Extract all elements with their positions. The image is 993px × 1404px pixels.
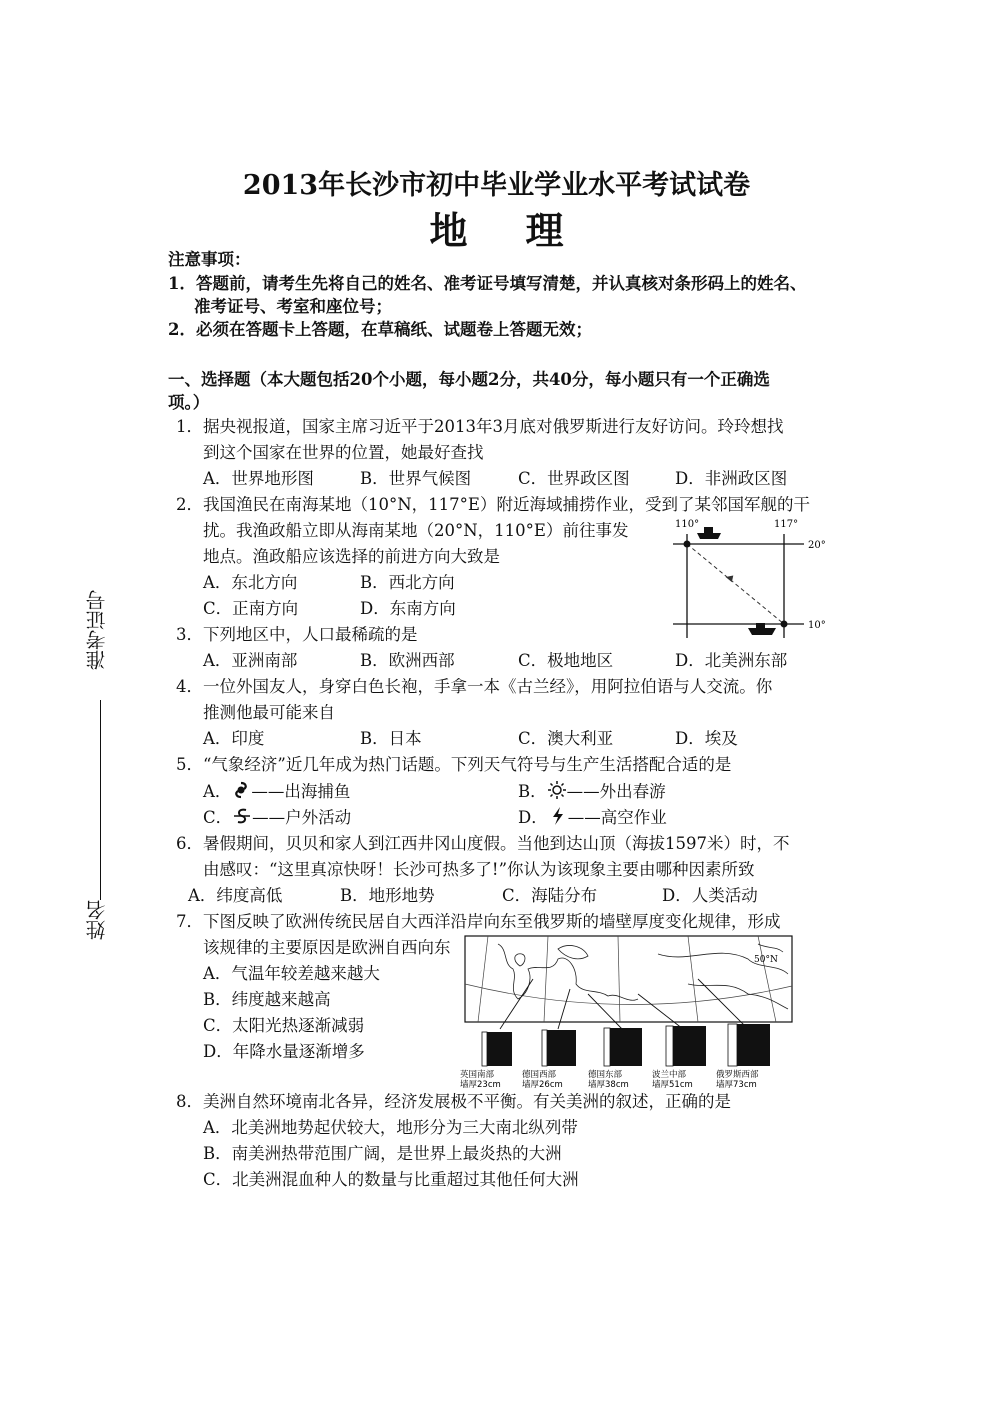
q5-option-a-letter: A． xyxy=(203,782,232,801)
section-heading: 一、选择题（本大题包括20个小题，每小题2分，共40分，每小题只有一个正确选 xyxy=(168,370,770,389)
q7-option-a: A．气温年较差越来越大 xyxy=(203,964,380,983)
q5-option-b xyxy=(518,778,666,802)
q7-europe-wall-figure xyxy=(458,934,798,1094)
wall-poland-central xyxy=(666,1026,706,1066)
q6-option-b: B．地形地势 xyxy=(340,886,435,905)
wall-label-place: 德国东部 xyxy=(588,1070,623,1080)
q8-option-b: B．南美洲热带范围广阔，是世界上最炎热的大洲 xyxy=(203,1144,562,1163)
section-heading-cont: 项。） xyxy=(168,393,210,412)
q7-lat-50-label: 50°N xyxy=(754,955,778,965)
q6-option-d: D．人类活动 xyxy=(662,886,758,905)
wall-russia-west xyxy=(728,1024,770,1066)
subject-title: 地理 xyxy=(429,208,622,253)
wall-label-thickness: 墙厚38cm xyxy=(588,1080,629,1090)
wall-label-thickness: 墙厚23cm xyxy=(460,1080,501,1090)
wall-label-place: 英国南部 xyxy=(460,1070,495,1080)
exam-title: 2013年长沙市初中毕业学业水平考试试卷 xyxy=(242,170,751,201)
q2-option-d: D．东南方向 xyxy=(360,599,456,618)
q6-option-a: A．纬度高低 xyxy=(188,886,283,905)
q6-stem-cont: 由感叹：“这里真凉快呀！长沙可热多了!”你认为该现象主要由哪种因素所致 xyxy=(203,860,755,879)
q2-option-c: C．正南方向 xyxy=(203,599,299,618)
q1-option-d: D．非洲政区图 xyxy=(675,469,788,488)
wall-label-thickness: 墙厚26cm xyxy=(522,1080,563,1090)
notice-heading: 注意事项： xyxy=(168,250,251,269)
q4-stem-cont: 推测他最可能来自 xyxy=(203,703,335,722)
q5-option-c xyxy=(203,804,351,828)
fishery-boat-icon xyxy=(697,527,721,539)
q5-option-a xyxy=(203,778,350,802)
q3-option-d: D．北美洲东部 xyxy=(675,651,788,670)
q8-stem: 8．美洲自然环境南北各异，经济发展极不平衡。有关美洲的叙述，正确的是 xyxy=(176,1092,731,1111)
q5-option-d xyxy=(518,804,667,828)
q2-lon-117-label: 117° xyxy=(774,519,799,530)
wall-label-thickness: 墙厚73cm xyxy=(716,1080,757,1090)
notice-item-2: 2．必须在答题卡上答题，在草稿纸、试题卷上答题无效； xyxy=(168,320,592,339)
q5-option-d-text: ——高空作业 xyxy=(567,808,667,827)
wall-uk-south xyxy=(482,1032,512,1066)
q5-option-d-letter: D． xyxy=(518,808,548,827)
notice-item-1-cont: 准考证号、考室和座位号； xyxy=(194,297,392,316)
q4-option-b: B．日本 xyxy=(360,729,422,748)
wall-label-place: 德国西部 xyxy=(522,1070,557,1080)
q5-option-a-text: ——出海捕鱼 xyxy=(251,782,351,801)
wall-label-thickness: 墙厚51cm xyxy=(652,1080,693,1090)
q1-stem: 1．据央视报道，国家主席习近平于2013年3月底对俄罗斯进行友好访问。玲玲想找 xyxy=(176,417,784,436)
q7-option-c: C．太阳光热逐渐减弱 xyxy=(203,1016,365,1035)
q1-option-a: A．世界地形图 xyxy=(203,469,314,488)
name-label: 姓名 xyxy=(85,900,109,940)
exam-number-line xyxy=(100,700,101,900)
q4-option-d: D．埃及 xyxy=(675,729,738,748)
q5-option-c-letter: C． xyxy=(203,808,233,827)
q5-option-b-text: ——外出春游 xyxy=(566,782,666,801)
q2-stem-cont: 扰。我渔政船立即从海南某地（20°N，110°E）前往事发 xyxy=(203,521,629,540)
q1-stem-cont: 到这个国家在世界的位置，她最好查找 xyxy=(203,443,484,462)
q3-option-b: B．欧洲西部 xyxy=(360,651,455,670)
q7-option-d: D．年降水量逐渐增多 xyxy=(203,1042,365,1061)
q6-option-c: C．海陆分布 xyxy=(502,886,598,905)
wall-germany-west xyxy=(542,1030,576,1066)
q5-option-b-letter: B． xyxy=(518,782,547,801)
q6-stem: 6．暑假期间，贝贝和家人到江西井冈山度假。当他到达山顶（海拔1597米）时，不 xyxy=(176,834,790,853)
q2-lat-20-label: 20° xyxy=(808,540,826,551)
sandstorm-symbol-icon xyxy=(232,806,252,826)
q2-stem: 2．我国渔民在南海某地（10°N，117°E）附近海域捕捞作业，受到了某邻国军舰的干 xyxy=(176,495,810,514)
q2-stem-cont2: 地点。渔政船应该选择的前进方向大致是 xyxy=(203,547,500,566)
q2-lon-110-label: 110° xyxy=(675,519,700,530)
q5-stem: 5．“气象经济”近几年成为热门话题。下列天气符号与生产生活搭配合适的是 xyxy=(176,755,732,774)
q3-stem: 3．下列地区中，人口最稀疏的是 xyxy=(176,625,418,644)
q2-option-b: B．西北方向 xyxy=(360,573,455,592)
q2-option-a: A．东北方向 xyxy=(203,573,298,592)
q7-stem: 7．下图反映了欧洲传统民居自大西洋沿岸向东至俄罗斯的墙壁厚度变化规律，形成 xyxy=(176,912,781,931)
q4-option-c: C．澳大利亚 xyxy=(518,729,614,748)
q8-option-a: A．北美洲地势起伏较大，地形分为三大南北纵列带 xyxy=(203,1118,578,1137)
lightning-symbol-icon xyxy=(548,806,568,826)
q1-option-c: C．世界政区图 xyxy=(518,469,630,488)
typhoon-symbol-icon xyxy=(231,780,251,800)
wall-label-place: 俄罗斯西部 xyxy=(716,1070,759,1080)
q3-option-c: C．极地地区 xyxy=(518,651,614,670)
q2-route-figure xyxy=(668,514,838,638)
q1-option-b: B．世界气候图 xyxy=(360,469,472,488)
q4-option-a: A．印度 xyxy=(203,729,265,748)
q8-option-c: C．北美洲混血种人的数量与比重超过其他任何大洲 xyxy=(203,1170,579,1189)
q2-lat-10-label: 10° xyxy=(808,620,826,631)
q7-stem-cont: 该规律的主要原因是欧洲自西向东 xyxy=(203,938,451,957)
q4-stem: 4．一位外国友人，身穿白色长袍，手拿一本《古兰经》，用阿拉伯语与人交流。你 xyxy=(176,677,773,696)
q7-option-b: B．纬度越来越高 xyxy=(203,990,331,1009)
exam-number-label: 准考证号 xyxy=(85,590,109,670)
wall-germany-east xyxy=(604,1028,642,1066)
sunny-symbol-icon xyxy=(547,780,567,800)
warship-icon xyxy=(748,623,776,635)
wall-label-place: 波兰中部 xyxy=(652,1070,687,1080)
notice-item-1: 1．答题前，请考生先将自己的姓名、准考证号填写清楚，并认真核对条形码上的姓名、 xyxy=(168,274,807,293)
q3-option-a: A．亚洲南部 xyxy=(203,651,298,670)
q5-option-c-text: ——户外活动 xyxy=(252,808,352,827)
